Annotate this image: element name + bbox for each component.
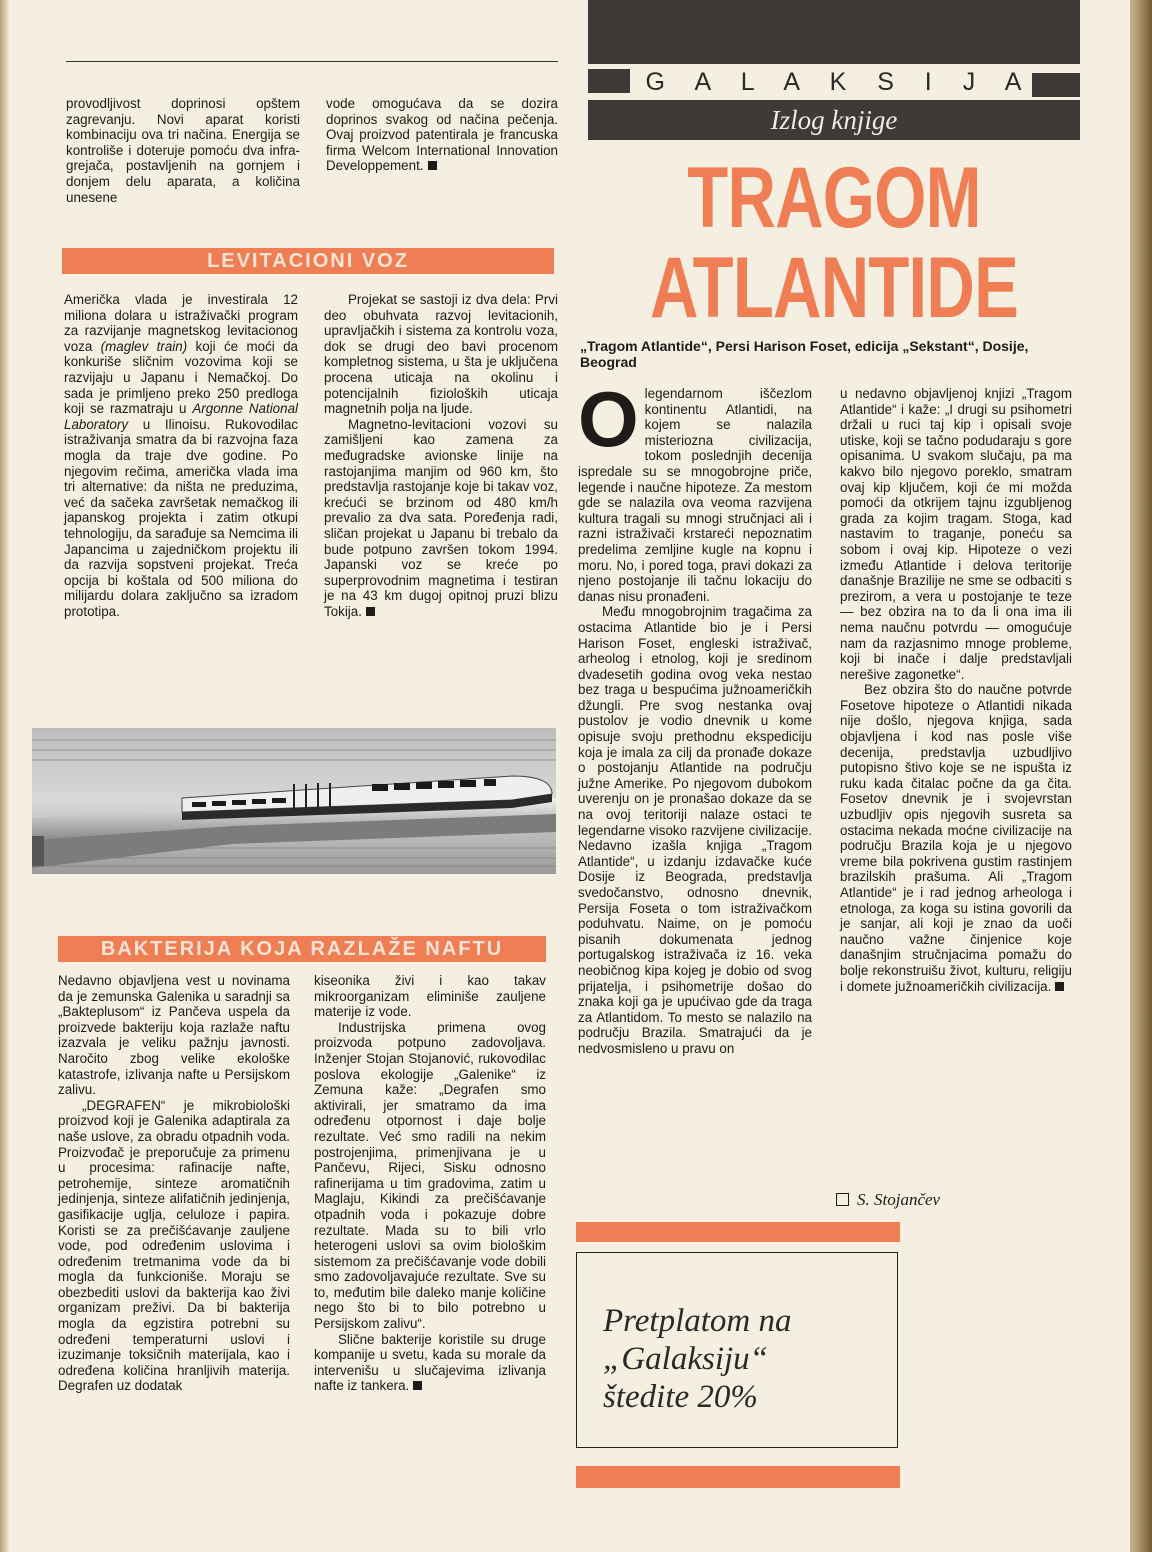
atlantida-col-a [578, 375, 812, 1057]
end-mark-icon [413, 1381, 422, 1390]
subscribe-bar-top [576, 1222, 900, 1242]
continuation-text-2: vode omogućava da se dozira doprinos svakog od načina pečenja. Ovaj proizvod patentirala je francuska firma Welcom International Innovation Developpement. [326, 96, 558, 174]
continuation-text-1: provodljivost doprinosi opštem zagrevanju. Novi aparat koristi kombinaciju ova tri načina. Energija se kontroliše i doteruje pomoću dva infra-grejača, postavljenih na gornjem i donjem delu aparata, a količina unesene [66, 96, 300, 205]
article-title-line1: TRAGOM [687, 150, 981, 246]
banner-text: G A L A K S I J A [645, 68, 1025, 96]
maglev-train-illustration [32, 728, 556, 874]
italic-term: Argonne National Laboratory [64, 401, 298, 432]
page-edge-shadow [0, 0, 10, 1552]
author-name: S. Stojančev [857, 1190, 941, 1209]
end-mark-icon [1055, 982, 1064, 991]
author-box-icon [836, 1193, 849, 1206]
bakterija-text-4: Industrijska primena ovog proizvoda potpuno zadovoljava. Inženjer Stojan Stojanović, rukovodilac poslova ekologije „Galenike“ iz Zemuna kaže: „Degrafen smo aktivirali, jer smatramo da ima određenu otpornost i daje bolje rezultate. Već smo radili na nekim postrojenjima, primenjivana je u Pančevu, Rijeci, Sisku odnosno rafinerijama u tim gradovima, zatim u Maglaju, Kikindi za prečišćavanje otpadnih voda i pokazuje dobre rezultate. Mada su to bili vrlo heterogeni uslovi sa ovim biološkim sistemom za prečišćavanje vode dobili smo zadovoljavajuće rezultate. Sve su to, međutim bile daleko manje količine nego što bi to bilo potrebno u Persijskom zalivu“. [314, 1019, 546, 1332]
end-mark-icon [428, 161, 437, 170]
atlantida-text-1: legendarnom iščezlom kontinentu Atlantidi, na kojem se nalazila misteriozna civilizacija, tokom poslednjih decenija ispredale su se mnogobrojne priče, legende i naučne hipoteze. Za mestom gde se nalazila ova veoma razvijena kultura tragali su mnogi stručnjaci ali i razni istraživači krstareći nepoznatim predelima zemljine kugle na kopnu i moru. No, i pored toga, pravi dokazi za njeno postojanje ili tačnu lokaciju do danas nisu pronađeni. [578, 386, 812, 604]
dropcap-letter: O [578, 375, 639, 463]
rubric-bar [588, 100, 1080, 140]
subscribe-box [576, 1252, 898, 1448]
levitacioni-text-1 [64, 292, 298, 619]
text-run: Američka vlada je investirala 12 miliona dolara u istraživački program za razvijanje magnetskog levitacionog voza [64, 292, 298, 354]
rubric-text: Izlog knjige [770, 105, 898, 135]
bakterija-col2 [314, 973, 546, 1394]
atlantida-text-3: u nedavno objavljenoj knjizi „Tragom Atlantide“ i kaže: „I drugi su psihometri držali u ruci taj kip i opisali svoje utiske, koji se tačno podudaraju s gore opisanima. U svakom slučaju, pa ma kakvo bilo njegovo poreklo, smatram ovaj kip ključem, koji će mi možda pomoći da otkrijem tajnu izgubljenog grada za kojim tragam. Stoga, kad nastavim to traganje, poneću sa sobom i ovaj kip. Hipoteze o vezi između Atlantide i delova teritorije današnje Brazilije ne sme se odbaciti s prezirom, a vera u postojanje te teze — bez obzira na to da li ona ima ili nema naučnu potvrdu — omogućuje nam da razjasnimo mnoge probleme, koji bi inače i dalje predstavljali nerešive zagonetke“. [840, 386, 1072, 682]
bakterija-text-5: Slične bakterije koristile su druge kompanije u svetu, kada su morale da intervenišu u slučajevima izlivanja nafte iz tankera. [314, 1331, 546, 1394]
bakterija-text-1: Nedavno objavljena vest u novinama da je zemunska Galenika u saradnji sa „Bakteplusom“ iz Pančeva uspela da proizvede bakteriju koja razlaže naftu izazvala je veliku pažnju javnosti. Naročito zbog velike ekološke katastrofe, izlivanja nafte u Persijskom zalivu. [58, 973, 290, 1098]
subscribe-bar-bottom [576, 1466, 900, 1488]
bakterija-heading: BAKTERIJA KOJA RAZLAŽE NAFTU [58, 936, 546, 962]
galaksija-banner [588, 66, 1080, 98]
bakterija-text-2: „DEGRAFEN“ je mikrobiološki proizvod koji je Galenika adaptirala za naše uslove, za obradu otpadnih voda. Proizvođač je preporučuje za primenu u procesima: rafinacije nafte, petrohemije, sinteze aromatičnih jedinjenja, sinteze alifatičnih jedinjenja, gasifikacije uglja, celuloze i papira. Koristi se za prečišćavanje zauljene vode, pod određenim uslovima i određenim tretmanima vode da bi mogla da funkcioniše. Moraju se obezbediti uslovi da bakterija kao živi organizam preživi. Da bi bakterija mogla da egzistira potrebni su određeni temperaturni uslovi i izuzimanje toksičnih materijala, kao i određena količina hranljivih materija. Degrafen uz dodatak [58, 1097, 290, 1394]
subscribe-line-2: „Galaksiju“ [603, 1341, 769, 1377]
banner-bar-right [1032, 73, 1080, 97]
article-title-line2: ATLANTIDE [649, 240, 1019, 336]
atlantida-col-b [840, 386, 1072, 994]
bakterija-col1 [58, 973, 290, 1394]
continuation-col2 [326, 96, 558, 174]
atlantida-text-4: Bez obzira što do naučne potvrde Fosetove hipoteze o Atlantidi nikada nije došlo, njegova knjiga, sada objavljena i kod nas posle više decenija, predstavlja uzbudljivo putopisno štivo koje se ne ispušta iz ruku kada čitalac počne da ga čita. Fosetov dnevnik je i svojevrstan uzbudljiv opis njegovih susreta sa ostacima nekada moćne civilizacije na području Brazila koja je u njegovo vreme bila pokrivena gustim rastinjem brazilskih prašuma. Ali „Tragom Atlantide“ je i rad jednog arheologa i etnologa, za koga su istina govorili da je sanjar, ali koji je znao da uoči naučno važne činjenice koje današnjim stručnjacima pomažu do bolje rekonstruišu život, kulturu, religiju i domete južnoameričkih civilizacija. [840, 682, 1072, 994]
levitacioni-heading: LEVITACIONI VOZ [62, 248, 554, 274]
page-binding-edge [1130, 0, 1152, 1552]
italic-term: (maglev train) [100, 338, 188, 354]
atlantida-text-2: Među mnogobrojnim tragačima za ostacima Atlantide bio je i Persi Harison Foset, engleski istraživač, arheolog i etnolog, koji je sredinom dvadesetih godina ovog veka nestao bez traga u bespućima južnoameričkih džungli. Pre svog nestanka ovaj pustolov je vodio dnevnik u kome opisuje svoju prethodnu ekspediciju koja je imala za cilj da pronađe dokaze o postojanju Atlantide na području južne Amerike. Po njegovom dubokom uverenju on je pronašao dokaze da se na ovoj teritoriji nalaze ostaci te legendarne visoko razvijene civilizacije. Nedavno izašla knjiga „Tragom Atlantide“, u izdanju izdavačke kuće Dosije iz Beograda, predstavlja svedočanstvo, odnosno dnevnik, Persija Foseta o tom istraživačkom poduhvatu. Naime, on je pomoću pisanih dokumenata jednog portugalskog istraživača iz 16. veka neobičnog kipa kojeg je dobio od svog prijatelja, i psihometrije došao do znaka koji ga je upućivao gde da traga za Atlantidom. To mesto se nalazilo na području Brazila. Smatrajući da je nedvosmisleno u pravu on [578, 604, 812, 1056]
text-run: koji će moći da konkuriše sličnim vozovima koji se razvijaju u Japanu i Nemačkoj. Do sada je primljeno preko 250 predloga koji se razmatraju u [64, 338, 298, 417]
levitacioni-text-2: Projekat se sastoji iz dva dela: Prvi deo obuhvata razvoj levitacionih, upravljačkih i sistema za kontrolu voza, dok se drugi deo bavi procenom kompletnog sistema, u šta je uključena procena uticaja na okolinu i potencijalnih fizioloških uticaja magnetnih polja na ljude. [324, 292, 558, 417]
subscribe-line-3: štedite 20% [603, 1379, 758, 1415]
end-mark-icon [366, 607, 375, 616]
author-signature [836, 1190, 1076, 1210]
bakterija-text-3: kiseonika živi i kao takav mikroorganizam eliminiše zauljene materije iz vode. [314, 973, 546, 1020]
levitacioni-col1 [64, 292, 298, 619]
levitacioni-col2 [324, 292, 558, 619]
text-run: u Ilinoisu. Rukovodilac istraživanja smatra da bi razvojna faza mogla da traje dve godine. Po njegovim rečima, američka vlada ima tri alternative: da ništa ne preduzima, već da sačeka završetak nemačkog ili japanskog projekta i zatim otkupi tehnologiju, da sarađuje sa Nemcima ili Japancima u zajedničkom projektu ili da razvija sopstveni projekat. Treća opcija bi koštala od 500 miliona do milijardu dolara zaključno sa izradom prototipa. [64, 416, 298, 619]
banner-bar-left [588, 69, 630, 93]
top-rule [66, 61, 558, 62]
book-byline: „Tragom Atlantide“, Persi Harison Foset, edicija „Sekstant“, Dosije, Beograd [580, 338, 1029, 370]
levitacioni-text-3: Magnetno-levitacioni vozovi su zamišljeni kao zamena za međugradske avionske linije na rastojanjima manjim od 960 km, što predstavlja rastojanje koje bi takav voz, krećući se brzinom od 480 km/h prevalio za dva sata. Poređenja radi, sličan projekat u Japanu bi trebalo da bude potpuno završen tokom 1994. Japanski voz se kreće po superprovodnim magnetima i testiran je na 43 km dugoj opitnoj pruzi blizu Tokija. [324, 416, 558, 619]
subscribe-line-1: Pretplatom na [603, 1303, 792, 1339]
dark-header-block [588, 0, 1080, 64]
continuation-col1 [66, 96, 300, 205]
maglev-train-image [32, 728, 556, 874]
